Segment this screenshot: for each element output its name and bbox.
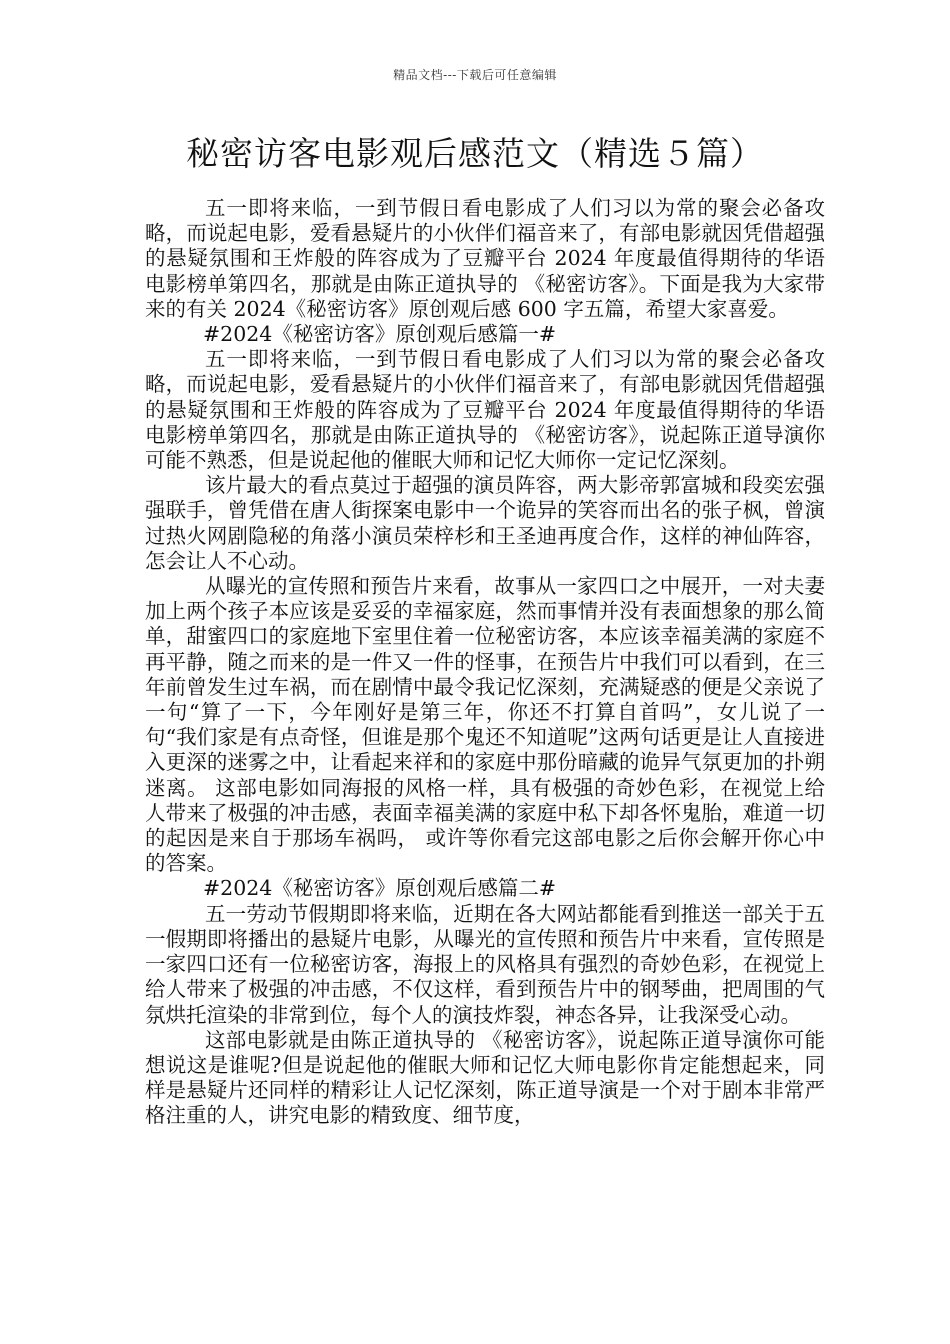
section-heading-2: #2024《秘密访客》原创观后感篇二# bbox=[203, 876, 557, 901]
section-heading-1: #2024《秘密访客》原创观后感篇一# bbox=[203, 322, 557, 347]
body-paragraph: 从曝光的宣传照和预告片来看，故事从一家四口之中展开，一对夫妻加上两个孩子本应该是妥妥的幸福家庭，然而事情并没有表面想象的那么简单，甜蜜四口的家庭地下室里住着一位秘密访客，本应该幸福美满的家庭不再平静，随之而来的是一件又一件的怪事，在预告片中我们可以看到，在三年前曾发生过车祸，而在剧情中最令我记忆深刻，充满疑惑的便是父亲说了一句“算了一下，今年刚好是第三年，你还不打算自首吗”，女儿说了一句“我们家是有点奇怪，但谁是那个鬼还不知道呢”这两句话更是让人直接进入更深的迷雾之中，让看起来祥和的家庭中那份暗藏的诡异气氛更加的扑朔迷离。 这部电影如同海报的风格一样，具有极强的奇妙色彩，在视觉上给人带来了极强的冲击感，表面幸福美满的家庭中私下却各怀鬼胎，难道一切的起因是来自于那场车祸吗， 或许等你看完这部电影之后你会解开你心中的答案。 bbox=[145, 574, 825, 876]
document-title: 秘密访客电影观后感范文（精选５篇） bbox=[186, 134, 764, 173]
body-paragraph: 五一即将来临，一到节假日看电影成了人们习以为常的聚会必备攻略，而说起电影，爱看悬疑片的小伙伴们福音来了，有部电影就因凭借超强的悬疑氛围和王炸般的阵容成为了豆瓣平台 2024 年度最值得期待的华语电影榜单第四名，那就是由陈正道执导的 《秘密访客》，说起陈正道导演你可能不熟悉，但是说起他的催眠大师和记忆大师你一定记忆深刻。 bbox=[145, 347, 825, 473]
body-paragraph: 该片最大的看点莫过于超强的演员阵容，两大影帝郭富城和段奕宏强强联手，曾凭借在唐人街探案电影中一个诡异的笑容而出名的张子枫，曾演过热火网剧隐秘的角落小演员荣梓杉和王圣迪再度合作，这样的神仙阵容，怎会让人不心动。 bbox=[145, 473, 825, 573]
page-header: 精品文档---下载后可任意编辑 bbox=[393, 68, 557, 82]
body-paragraph: 五一劳动节假期即将来临，近期在各大网站都能看到推送一部关于五一假期即将播出的悬疑片电影，从曝光的宣传照和预告片中来看，宣传照是一家四口还有一位秘密访客，海报上的风格具有强烈的奇妙色彩，在视觉上给人带来了极强的冲击感，不仅这样，看到预告片中的钢琴曲，把周围的气氛烘托渲染的非常到位，每个人的演技炸裂，神态各异，让我深受心动。 bbox=[145, 901, 825, 1027]
intro-paragraph: 五一即将来临，一到节假日看电影成了人们习以为常的聚会必备攻略，而说起电影，爱看悬疑片的小伙伴们福音来了，有部电影就因凭借超强的悬疑氛围和王炸般的阵容成为了豆瓣平台 2024 年度最值得期待的华语电影榜单第四名，那就是由陈正道执导的 《秘密访客》。下面是我为大家带来的有关 2024《秘密访客》原创观后感 600 字五篇，希望大家喜爱。 bbox=[145, 196, 825, 321]
document-body bbox=[145, 196, 825, 1129]
body-paragraph: 这部电影就是由陈正道执导的 《秘密访客》，说起陈正道导演你可能想说这是谁呢?但是说起他的催眠大师和记忆大师电影你肯定能想起来，同样是悬疑片还同样的精彩让人记忆深刻，陈正道导演是一个对于剧本非常严格注重的人，讲究电影的精致度、细节度， bbox=[145, 1027, 825, 1128]
